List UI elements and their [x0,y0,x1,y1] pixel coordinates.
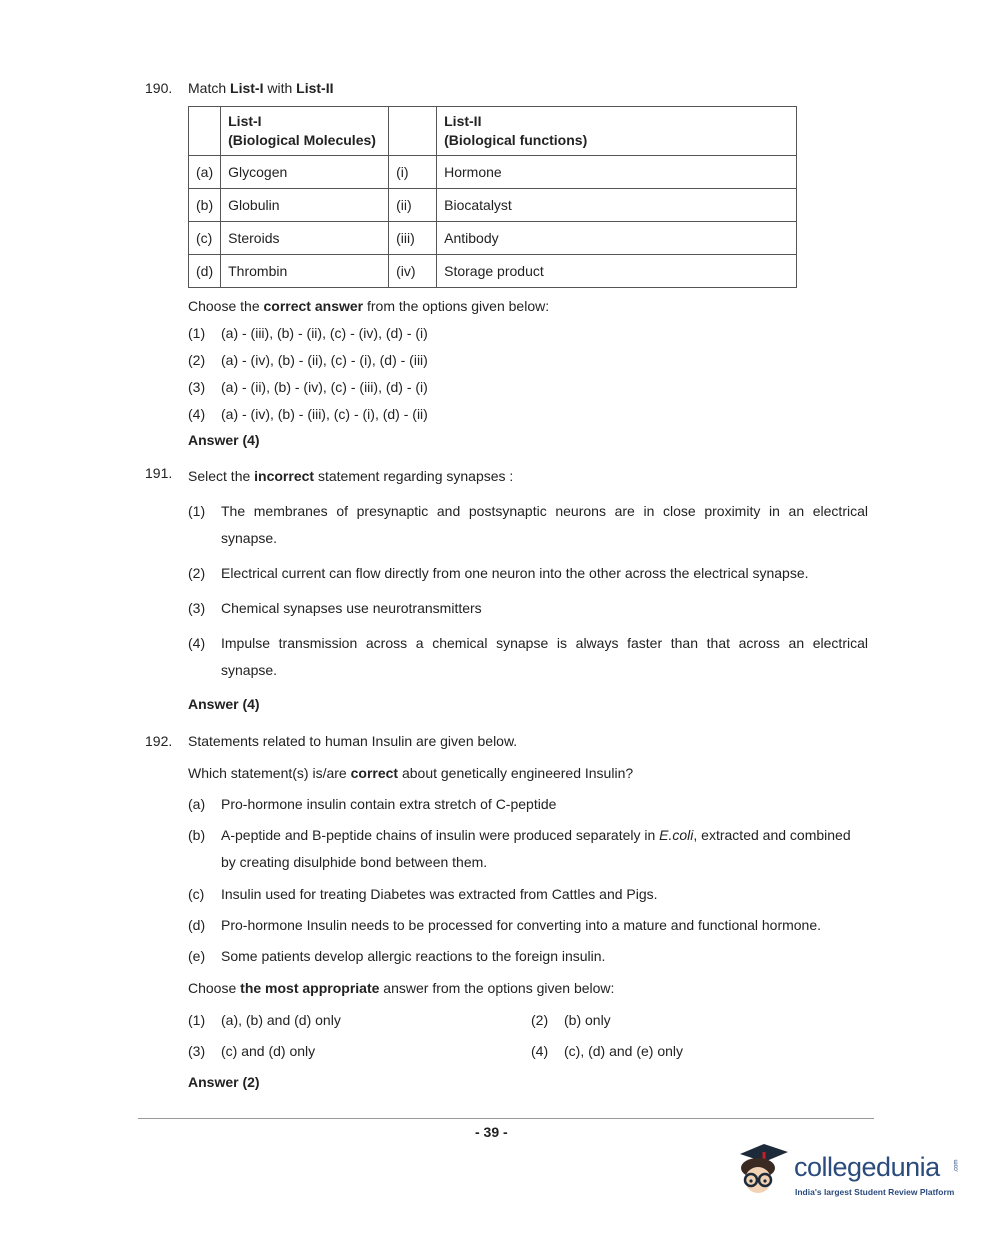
option-number: (3) [188,600,206,616]
brand-tagline: India's largest Student Review Platform [795,1187,955,1197]
question-number: 191. [145,465,173,481]
option-4: (4) (a) - (iv), (b) - (iii), (c) - (i), (d) - (ii) [188,406,428,422]
option-3: (3) (c) and (d) only [188,1043,316,1059]
statement-label: (a) [188,796,206,812]
list2-header: List-II (Biological functions) [437,107,797,156]
list1-item: Globulin [221,189,389,222]
list1-header: List-I (Biological Molecules) [221,107,389,156]
list1-item: Steroids [221,222,389,255]
list1-label: (b) [189,189,221,222]
choose-instruction: Choose the most appropriate answer from the options given below: [188,980,615,996]
statement-text: Insulin used for treating Diabetes was extracted from Cattles and Pigs. [221,886,658,902]
question-number: 190. [145,80,173,96]
statement-label: (b) [188,827,206,843]
list1-label: (a) [189,156,221,189]
question-subprompt: Which statement(s) is/are correct about genetically engineered Insulin? [188,765,634,781]
prompt-bold: List-I [230,80,264,96]
list2-label: (ii) [389,189,437,222]
option-3: (3) (a) - (ii), (b) - (iv), (c) - (iii), (d) - (i) [188,379,428,395]
statement-text: Pro-hormone insulin contain extra stretch of C-peptide [221,796,557,812]
answer: Answer (2) [188,1074,260,1090]
question-prompt: Statements related to human Insulin are given below. [188,733,518,749]
mascot-logo-icon [734,1138,796,1200]
list2-item: Storage product [437,255,797,288]
list1-label: (d) [189,255,221,288]
table-cell [189,107,221,156]
table-cell [389,107,437,156]
option-1: (1) (a) - (iii), (b) - (ii), (c) - (iv), (d) - (i) [188,325,428,341]
option-text-cont: synapse. [221,662,278,678]
footer-divider [138,1118,874,1119]
statement-text: Pro-hormone Insulin needs to be processed for converting into a mature and functional hormone. [221,917,822,933]
option-number: (4) [188,635,206,651]
question-prompt: Select the incorrect statement regarding synapses : [188,468,514,484]
statement-text: A-peptide and B-peptide chains of insulin were produced separately in E.coli, extracted and combined [221,827,851,843]
statement-label: (d) [188,917,206,933]
prompt-bold: List-II [296,80,334,96]
list2-label: (iii) [389,222,437,255]
option-text: Impulse transmission across a chemical synapse is always faster than that across an electrical [221,635,868,651]
prompt-text: Match [188,80,231,96]
option-text-cont: synapse. [221,530,278,546]
brand-domain: .com [953,1159,960,1173]
question-prompt [188,80,334,96]
option-text: Electrical current can flow directly from one neuron into the other across the electrical synapse. [221,565,809,581]
question-number: 192. [145,733,173,749]
option-2: (2) (a) - (iv), (b) - (ii), (c) - (i), (d) - (iii) [188,352,428,368]
statement-text-cont: by creating disulphide bond between them. [221,854,488,870]
option-number: (1) [188,503,206,519]
table-row [189,189,797,222]
list2-item: Antibody [437,222,797,255]
table-header-row [189,107,797,156]
table-row [189,255,797,288]
list2-item: Biocatalyst [437,189,797,222]
option-number: (2) [188,565,206,581]
table-row [189,222,797,255]
match-table [188,106,797,288]
answer: Answer (4) [188,432,260,448]
prompt-text: with [263,80,297,96]
list1-item: Thrombin [221,255,389,288]
answer: Answer (4) [188,696,260,712]
option-text: The membranes of presynaptic and postsynaptic neurons are in close proximity in an electrical [221,503,868,519]
statement-label: (c) [188,886,205,902]
statement-text: Some patients develop allergic reactions to the foreign insulin. [221,948,606,964]
brand-name: collegedunia [794,1152,940,1182]
list1-label: (c) [189,222,221,255]
option-4: (4) (c), (d) and (e) only [531,1043,684,1059]
option-2: (2) (b) only [531,1012,611,1028]
list2-label: (i) [389,156,437,189]
list1-item: Glycogen [221,156,389,189]
list2-label: (iv) [389,255,437,288]
choose-instruction: Choose the correct answer from the options given below: [188,298,550,314]
page-number: - 39 - [475,1124,508,1140]
table-row [189,156,797,189]
option-1: (1) (a), (b) and (d) only [188,1012,341,1028]
option-text: Chemical synapses use neurotransmitters [221,600,482,616]
statement-label: (e) [188,948,206,964]
list2-item: Hormone [437,156,797,189]
